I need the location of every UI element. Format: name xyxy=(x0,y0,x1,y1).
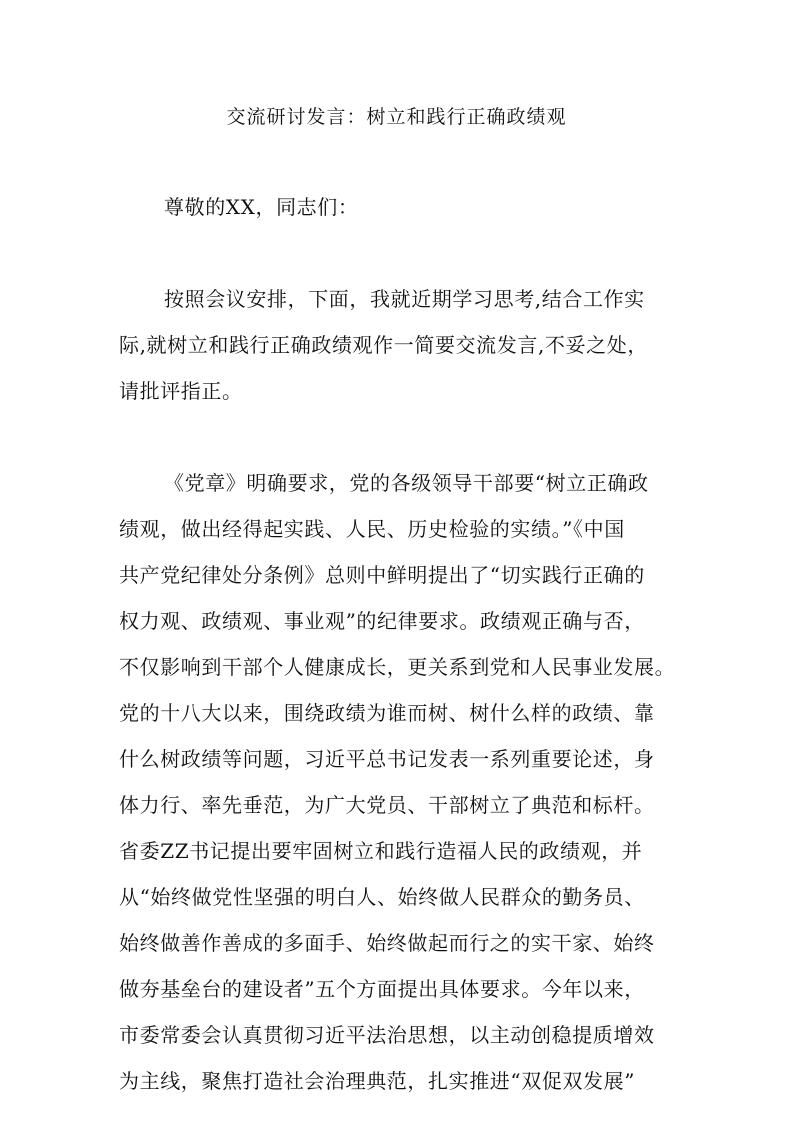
paragraph-1-line: 际,就树立和践行正确政绩观作一简要交流发言,不妥之处， xyxy=(119,333,648,357)
paragraph-1-line: 请批评指正。 xyxy=(119,379,243,403)
document-title: 交流研讨发言：树立和践行正确政绩观 xyxy=(226,106,567,128)
paragraph-2-line: 绩观，做出经得起实践、人民、历史检验的实绩。”《中国 xyxy=(119,517,625,541)
paragraph-2-line: 始终做善作善成的多面手、始终做起而行之的实干家、始终 xyxy=(119,931,655,955)
paragraph-2-line: 权力观、政绩观、事业观”的纪律要求。政绩观正确与否， xyxy=(119,609,645,633)
paragraph-2-line: 从“始终做党性坚强的明白人、始终做人民群众的勤务员、 xyxy=(119,885,645,909)
paragraph-2-line: 共产党纪律处分条例》总则中鲜明提出了“切实践行正确的 xyxy=(119,563,645,587)
salutation: 尊敬的XX，同志们： xyxy=(164,195,359,219)
paragraph-1-line: 按照会议安排，下面，我就近期学习思考,结合工作实 xyxy=(164,287,645,311)
paragraph-2-line: 做夯基垒台的建设者”五个方面提出具体要求。今年以来， xyxy=(119,977,645,1001)
paragraph-2-line: 《党章》明确要求，党的各级领导干部要“树立正确政 xyxy=(164,471,649,495)
paragraph-2-line: 党的十八大以来，围绕政绩为谁而树、树什么样的政绩、靠 xyxy=(119,701,655,725)
paragraph-2-line: 不仅影响到干部个人健康成长，更关系到党和人民事业发展。 xyxy=(119,655,676,679)
paragraph-2-line: 为主线，聚焦打造社会治理典范，扎实推进“双促双发展” xyxy=(119,1069,636,1093)
paragraph-2-line: 市委常委会认真贯彻习近平法治思想，以主动创稳提质增效 xyxy=(119,1023,655,1047)
paragraph-2-line: 体力行、率先垂范，为广大党员、干部树立了典范和标杆。 xyxy=(119,793,655,817)
paragraph-2-line: 什么树政绩等问题，习近平总书记发表一系列重要论述，身 xyxy=(119,747,655,771)
paragraph-2-line: 省委ZZ书记提出要牢固树立和践行造福人民的政绩观，并 xyxy=(119,839,643,863)
